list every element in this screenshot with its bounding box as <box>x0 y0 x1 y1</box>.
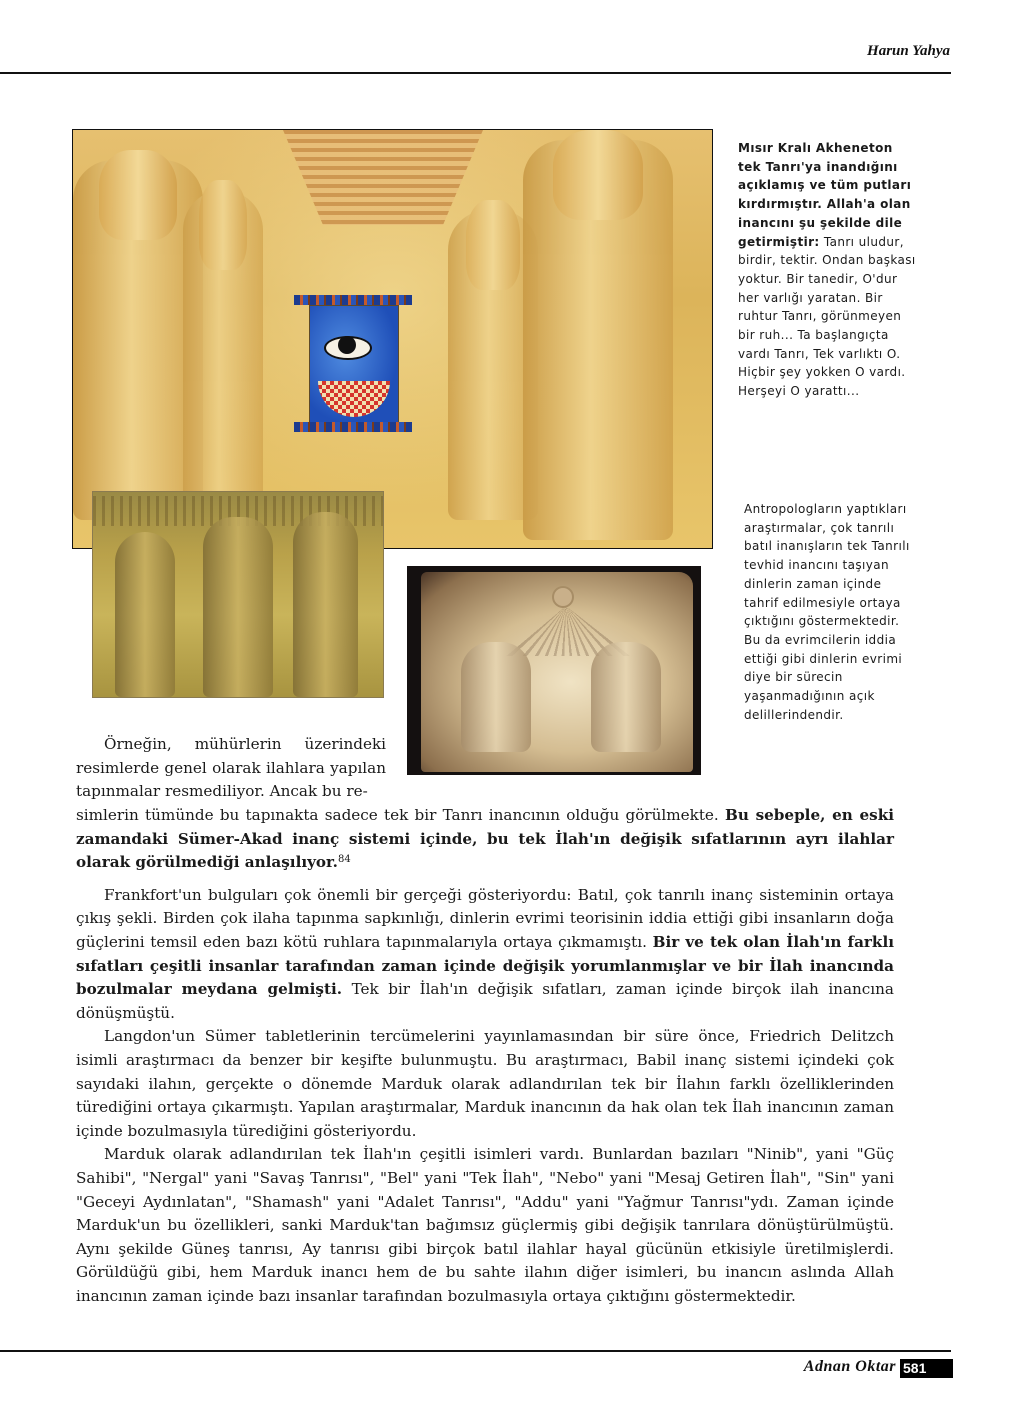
paragraph-intro-continued: simlerin tümünde bu tapınakta sadece tek bir Tanrı inancının olduğu görülmekte. Bu sebeple, en eski zamandaki Sümer-Akad inanç sistemi içinde, bu tek İlah'ın değişik sıfatlarının ayrı ilahlar olarak görülmediği anlaşılıyor.$^{84}$ <box>76 806 895 872</box>
paragraph-intro: Örneğin, mühürlerin üzerindeki resimlerde genel olarak ilahlara yapılan tapınmalar resmediliyor. Ancak bu re- <box>76 735 386 801</box>
narrow-column-text <box>76 733 386 804</box>
relief-figure <box>293 512 358 697</box>
footer-author: Adnan Oktar <box>803 1358 896 1375</box>
stele-body <box>421 572 693 772</box>
paragraph-langdon: Langdon'un Sümer tabletlerinin tercümelerini yayınlamasından bir süre önce, Friedrich Delitzch isimli araştırmacı da benzer bir keşifte bulunmuştu. Bu araştırmacı, Babil inanç sistemi içindeki çok sayıdaki ilahın, gerçekte o dönemde Marduk olarak adlandırılan tek bir İlahın farklı özelliklerinden türediğini ortaya çıkarmıştı. Yapılan araştırmalar, Marduk inancının da hak olan tek İlah inancının zaman içinde bozulmasıyla türediğini gösteriyordu. <box>76 1027 894 1140</box>
stele-photo <box>407 566 701 775</box>
eye-of-horus-icon <box>294 295 412 432</box>
sun-disk-icon <box>554 588 572 606</box>
emphasis: Bir ve tek olan İlah'ın farklı sıfatları çeşitli insanlar tarafından zaman içinde değişik yorumlanmışlar ve bir İlah inancında bozulmalar meydana gelmişti. <box>76 932 894 999</box>
caption-akhenaton-quote: Tanrı uludur, birdir, tektir. Ondan başkası yoktur. Bir tanedir, O'dur her varlığı yaratan. Bir ruhtur Tanrı, görünmeyen bir ruh... Ta başlangıçta vardı Tanrı, Tek varlıktı O. Hiçbir şey yokken O vardı. Herşeyi O yarattı... <box>738 234 916 399</box>
statue <box>183 190 263 510</box>
main-text <box>76 804 894 1308</box>
caption-anthropologists: Antropologların yaptıkları araştırmalar, çok tanrılı batıl inanışların tek Tanrılı tevhid inancını taşıyan dinlerin zaman içinde tahrif edilmesiyle ortaya çıktığını göstermektedir. Bu da evrimcilerin iddia ettiği gibi dinlerin evrimi diye bir sürecin yaşanmadığının açık delillerindendir. <box>744 502 910 722</box>
paragraph-marduk: Marduk olarak adlandırılan tek İlah'ın çeşitli isimleri vardı. Bunlardan bazıları "Ninib", yani "Güç Sahibi", "Nergal" yani "Savaş Tanrısı", "Bel" yani "Tek İlah", "Nebo" yani "Mesaj Getiren İlah", "Sin" yani "Geceyi Aydınlatan", "Shamash" yani "Adalet Tanrısı", "Addu" yani "Yağmur Tanrısı"ydı. Zaman içinde Marduk'un bu özellikleri, sanki Marduk'tan bağımsız güçlermiş gibi değişik tanrılara dönüştürülmüştü. Aynı şekilde Güneş tanrısı, Ay tanrısı gibi birçok batıl ilahlar hayal gücünün etkisiyle üretilmişlerdi. Görüldüğü gibi, hem Marduk inancı hem de bu sahte ilahın diğer isimleri, bu inancın aslında Allah inancının zaman içinde bazı insanlar tarafından bozulmasıyla ortaya çıktığını göstermektedir. <box>76 1145 894 1305</box>
footnote-ref: 84 <box>337 854 351 866</box>
relief-figure <box>115 532 175 697</box>
stele-figure <box>461 642 531 752</box>
stele-figure <box>591 642 661 752</box>
relief-photo <box>92 491 384 698</box>
page-number: 581 <box>900 1359 953 1378</box>
header-rule <box>0 72 951 74</box>
footer-rule <box>0 1350 951 1352</box>
caption-akhenaton <box>738 139 918 401</box>
temple-photo <box>72 129 713 549</box>
caption-akhenaton-bold: Mısır Kralı Akheneton tek Tanrı'ya inandığını açıklamış ve tüm putları kırdırmıştır. Allah'a olan inancını şu şekilde dile getirmiştir: <box>738 141 912 249</box>
ceiling-decoration <box>283 130 483 225</box>
running-header-title: Harun Yahya <box>867 43 950 59</box>
emphasis: Bu sebeple, en eski zamandaki Sümer-Akad inanç sistemi içinde, bu tek İlah'ın değişik sıfatlarının ayrı ilahlar olarak görülmediği anlaşılıyor. <box>76 806 895 872</box>
statue <box>523 140 673 540</box>
relief-figure <box>203 517 273 697</box>
paragraph-frankfort: Frankfort'un bulguları çok önemli bir gerçeği gösteriyordu: Batıl, çok tanrılı inanç sisteminin ortaya çıkış şekli. Birden çok ilaha tapınma sapkınlığı, dinlerin evrimi teorisinin iddia ettiği gibi insanların doğa güçlerini temsil eden bazı kötü ruhlara tapınmalarıyla ortaya çıkmamıştı. Bir ve tek olan İlah'ın farklı sıfatları çeşitli insanlar tarafından zaman içinde değişik yorumlanmışlar ve bir İlah inancında bozulmalar meydana gelmişti. Tek bir İlah'ın değişik sıfatları, zaman içinde birçok ilah inancına dönüşmüştü. <box>76 885 894 1022</box>
